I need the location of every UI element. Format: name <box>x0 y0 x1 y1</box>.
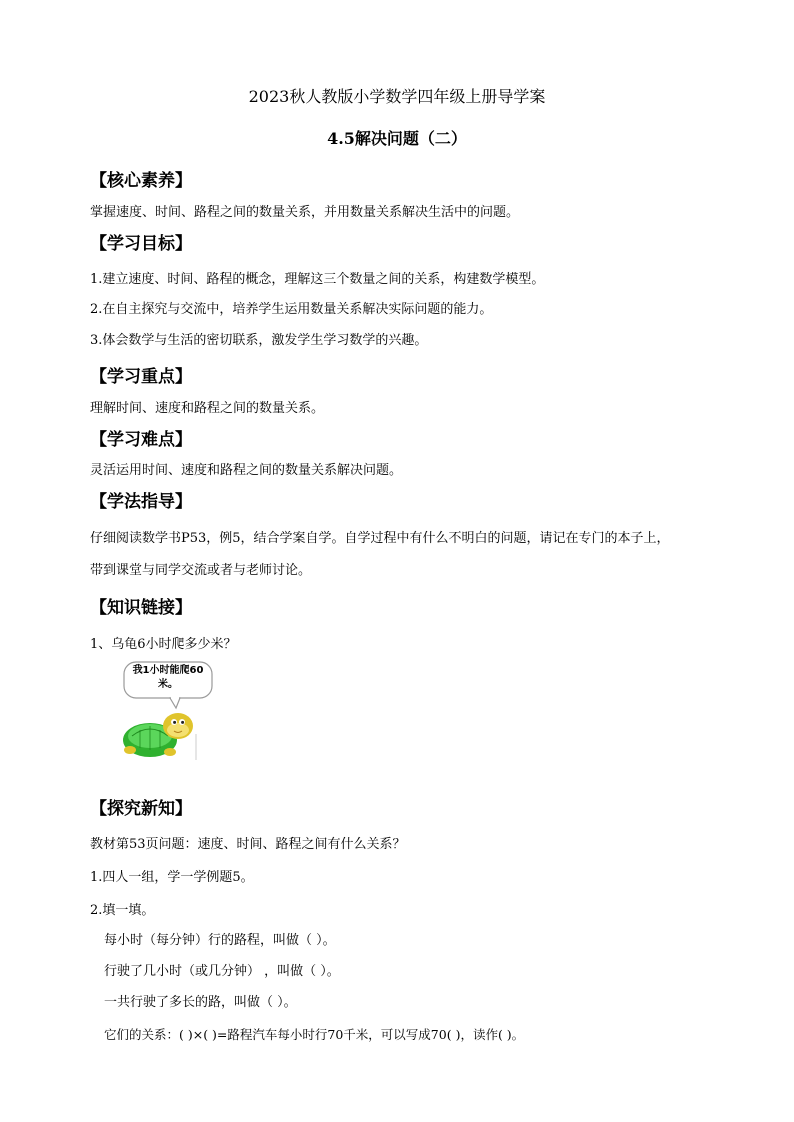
link-question: 1、乌龟6小时爬多少米？ <box>90 637 237 652</box>
core-text: 掌握速度、时间、路程之间的数量关系，并用数量关系解决生活中的问题。 <box>90 205 520 220</box>
fill-relationship: 它们的关系：( )×( )=路程汽车每小时行70千米，可以写成70( )，读作( )。 <box>104 1027 525 1042</box>
heading-core: 【核心素养】 <box>90 171 192 191</box>
speech-bubble-line-2: 米。 <box>158 679 178 690</box>
difficulty-text: 灵活运用时间、速度和路程之间的数量关系解决问题。 <box>90 463 403 478</box>
heading-key: 【学习重点】 <box>90 367 192 387</box>
document-subtitle: 4.5解决问题（二） <box>327 129 467 148</box>
document-title: 2023秋人教版小学数学四年级上册导学案 <box>248 87 546 106</box>
fill-distance: 一共行驶了多长的路，叫做（ ）。 <box>104 995 297 1010</box>
method-line-1: 仔细阅读数学书P53，例5，结合学案自学。自学过程中有什么不明白的问题，请记在专门的本子上， <box>90 531 670 546</box>
fill-speed: 每小时（每分钟）行的路程，叫做（ ）。 <box>104 933 336 948</box>
goal-item-3: 3.体会数学与生活的密切联系，激发学生学习数学的兴趣。 <box>90 333 428 348</box>
explore-step-1: 1.四人一组，学一学例题5。 <box>90 870 254 885</box>
heading-goals: 【学习目标】 <box>90 234 192 254</box>
heading-method: 【学法指导】 <box>90 492 192 512</box>
heading-explore: 【探究新知】 <box>90 799 192 819</box>
explore-intro: 教材第53页问题：速度、时间、路程之间有什么关系？ <box>90 837 406 852</box>
goal-item-2: 2.在自主探究与交流中，培养学生运用数量关系解决实际问题的能力。 <box>90 302 493 317</box>
fill-time: 行驶了几小时（或几分钟） ，叫做（ ）。 <box>104 964 340 979</box>
goal-item-1: 1.建立速度、时间、路程的概念，理解这三个数量之间的关系，构建数学模型。 <box>90 272 545 287</box>
explore-step-2: 2.填一填。 <box>90 903 155 918</box>
heading-difficulty: 【学习难点】 <box>90 430 192 450</box>
turtle-illustration <box>112 660 216 760</box>
heading-link: 【知识链接】 <box>90 598 192 618</box>
method-line-2: 带到课堂与同学交流或者与老师讨论。 <box>90 563 312 578</box>
speech-bubble-line-1: 我1小时能爬60 <box>132 665 204 676</box>
key-text: 理解时间、速度和路程之间的数量关系。 <box>90 401 325 416</box>
